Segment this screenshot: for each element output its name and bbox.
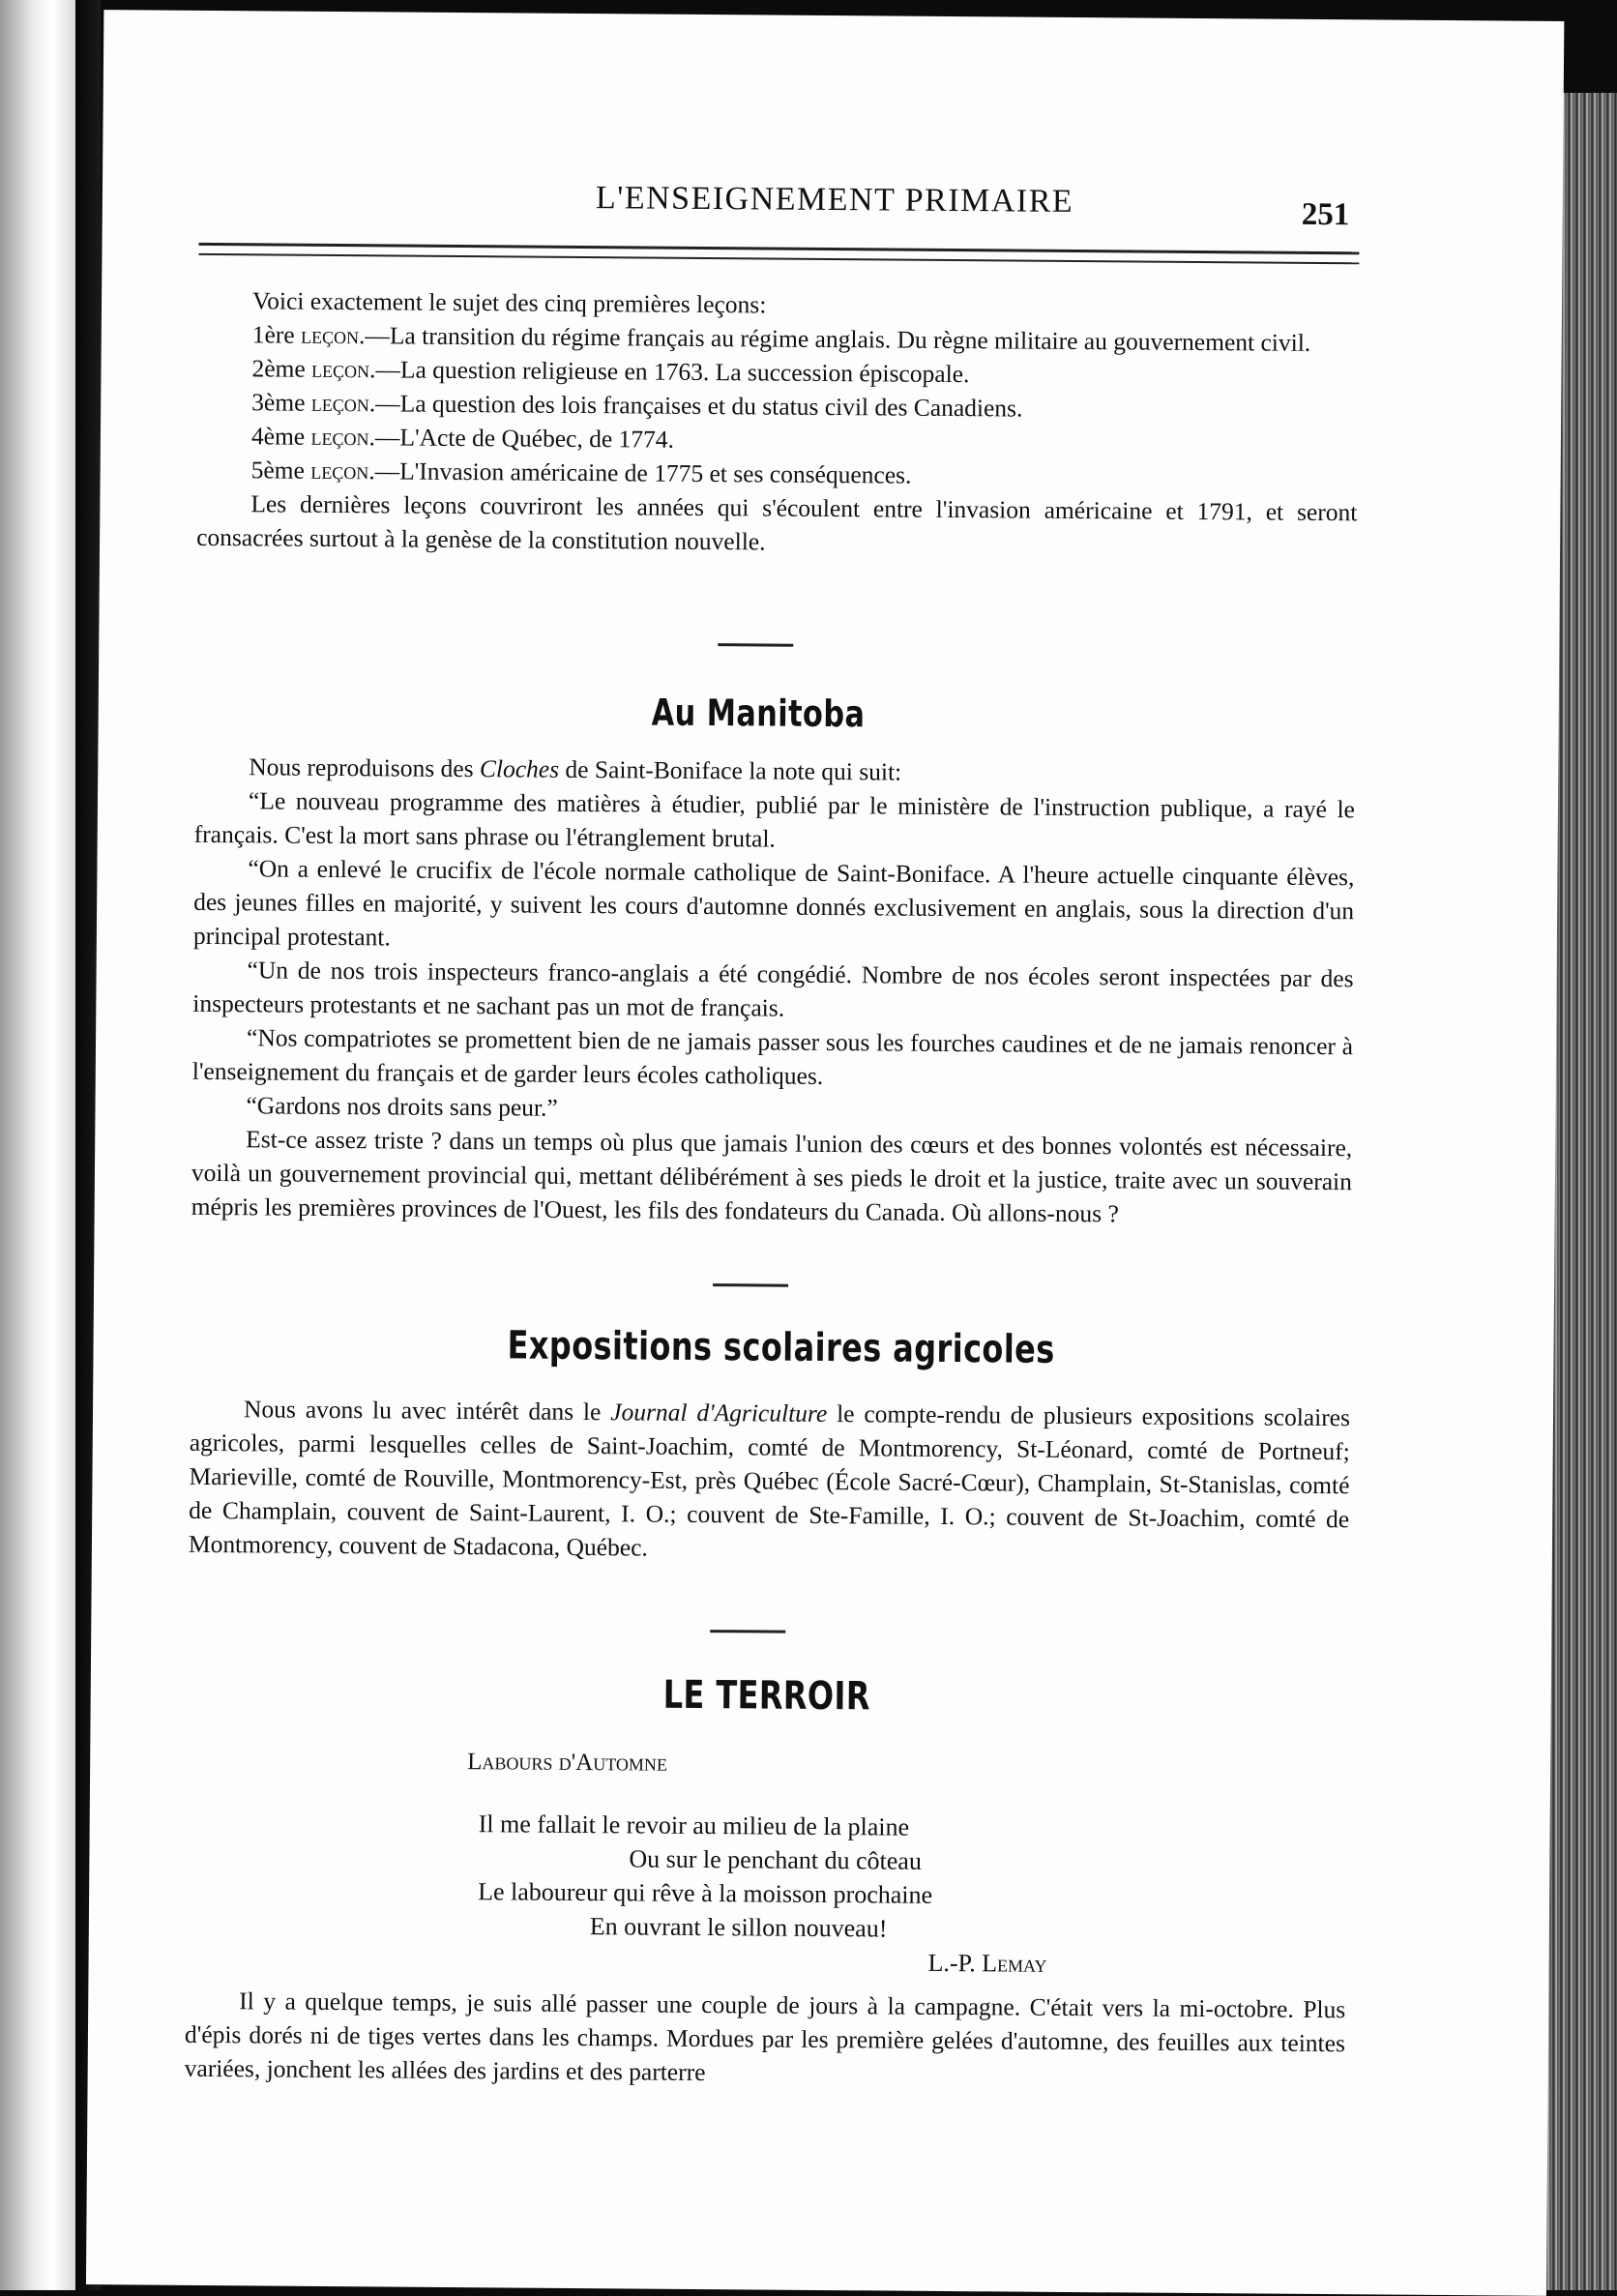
lesson-text: .—L'Invasion américaine de 1775 et ses conséquences. bbox=[368, 456, 912, 489]
adjacent-page-edge bbox=[0, 0, 75, 2290]
manitoba-title: Au Manitoba bbox=[651, 691, 866, 736]
poem-line: Ou sur le penchant du côteau bbox=[629, 1844, 923, 1875]
lesson-text: .—L'Acte de Québec, de 1774. bbox=[368, 423, 675, 454]
terroir-subtitle: Labours d'Automne bbox=[467, 1749, 668, 1777]
manitoba-paragraph: “Nos compatriotes se promettent bien de ne jamais passer sous les fourches caudines et de ne jamais renoncer à l'enseignement du français et de garder leurs écoles catholiques. bbox=[191, 1023, 1354, 1090]
section-divider bbox=[713, 1283, 788, 1287]
lessons-closing: Les dernières leçons couvriront les années qui s'écoulent entre l'invasion américaine et 1791, et seront consacrées surtout à la genèse de la constitution nouvelle. bbox=[196, 489, 1358, 556]
lesson-number: 2ème bbox=[251, 354, 306, 383]
poem-author: L.-P. Lemay bbox=[927, 1948, 1047, 1978]
lesson-number: 1ère bbox=[251, 320, 295, 349]
book-page bbox=[86, 10, 1564, 2296]
poem-line: Le laboureur qui rêve à la moisson prochaine bbox=[478, 1877, 933, 1909]
expositions-title: Expositions scolaires agricoles bbox=[507, 1323, 1055, 1372]
lesson-number: 4ème bbox=[250, 422, 306, 451]
header-rule bbox=[199, 243, 1360, 254]
header-rule-secondary bbox=[198, 253, 1359, 264]
lesson-text: .—La question religieuse en 1763. La succession épiscopale. bbox=[368, 355, 970, 389]
terroir-title: LE TERROIR bbox=[662, 1672, 871, 1720]
lesson-label: leçon bbox=[300, 320, 360, 350]
lesson-label: leçon bbox=[310, 388, 369, 418]
publication-name: Journal d'Agriculture bbox=[610, 1398, 828, 1428]
lesson-label: leçon bbox=[310, 354, 370, 384]
lesson-text: .—La question des lois françaises et du status civil des Canadiens. bbox=[368, 389, 1023, 423]
manitoba-paragraph: “Le nouveau programme des matières à étudier, publié par le ministère de l'instruction publique, a rayé le français. C'est la mort sans phrase ou l'étranglement brutal. bbox=[193, 786, 1356, 853]
publication-name: Cloches bbox=[479, 754, 560, 783]
lead-text: de Saint-Boniface la note qui suit: bbox=[559, 754, 902, 786]
lessons-section bbox=[196, 283, 1359, 563]
terroir-paragraph: Il y a quelque temps, je suis allé passer une couple de jours à la campagne. C'était vers la mi-octobre. Plus d'épis dorés ni de tiges vertes dans les champs. Mordues par les première gelées d'automne, des feuilles aux teintes variées, jonchent les allées des jardins et des parterre bbox=[184, 1987, 1346, 2087]
section-divider bbox=[710, 1630, 785, 1634]
terroir-section bbox=[185, 1984, 1346, 2094]
lesson-label: leçon bbox=[310, 422, 369, 452]
lesson-number: 3ème bbox=[251, 388, 306, 417]
expositions-section bbox=[189, 1392, 1350, 1570]
lesson-label: leçon bbox=[310, 456, 369, 486]
poem-line: En ouvrant le sillon nouveau! bbox=[589, 1912, 888, 1943]
running-header: L'ENSEIGNEMENT PRIMAIRE bbox=[595, 180, 1074, 220]
lesson-text: .—La transition du régime français au régime anglais. Du règne militaire au gouvernement civil. bbox=[358, 321, 1311, 357]
poem-line: Il me fallait le revoir au milieu de la plaine bbox=[478, 1810, 910, 1841]
manitoba-section bbox=[191, 750, 1356, 1232]
paragraph-text: le compte-rendu de plusieurs expositions scolaires agricoles, parmi lesquelles celles de Saint-Joachim, comté de Montmorency, St-Léonard, comté de Portneuf; Marieville, comté de Rouville, Montmorency-Est, près Québec (École Sacré-Cœur), Champlain, St-Stanislas, comté de Champlain, couvent de Saint-Laurent, I. O.; couvent de Ste-Famille, I. O.; couvent de St-Joachim, comté de Montmorency, couvent de Stadacona, Québec. bbox=[188, 1399, 1351, 1562]
manitoba-paragraph: “On a enlevé le crucifix de l'école normale catholique de Saint-Boniface. A l'heure actuelle cinquante élèves, des jeunes filles en majorité, y suivent les cours d'automne donnés exclusivement en anglais, sous la direction d'un principal protestant. bbox=[192, 854, 1355, 952]
lessons-lead: Voici exactement le sujet des cinq premières leçons: bbox=[251, 286, 767, 319]
manitoba-paragraph: Est-ce assez triste ? dans un temps où plus que jamais l'union des cœurs et des bonnes volontés est nécessaire, voilà un gouvernement provincial qui, mettant délibérément à ses pieds le droit et la justice, traite avec un souverain mépris les premières provinces de l'Ouest, les fils des fondateurs du Canada. Où allons-nous ? bbox=[191, 1125, 1353, 1228]
poem bbox=[477, 1807, 1174, 1982]
paragraph-text: Nous avons lu avec intérêt dans le bbox=[243, 1395, 611, 1427]
section-divider bbox=[718, 643, 793, 647]
lead-text: Nous reproduisons des bbox=[249, 752, 481, 783]
lesson-number: 5ème bbox=[250, 456, 306, 485]
manitoba-paragraph: “Gardons nos droits sans peur.” bbox=[246, 1091, 558, 1122]
expositions-paragraph bbox=[189, 1392, 1350, 1570]
manitoba-paragraph: “Un de nos trois inspecteurs franco-anglais a été congédié. Nombre de nos écoles seront inspectées par des inspecteurs protestants et ne sachant pas un mot de français. bbox=[192, 956, 1354, 1022]
page-number: 251 bbox=[1301, 196, 1350, 233]
